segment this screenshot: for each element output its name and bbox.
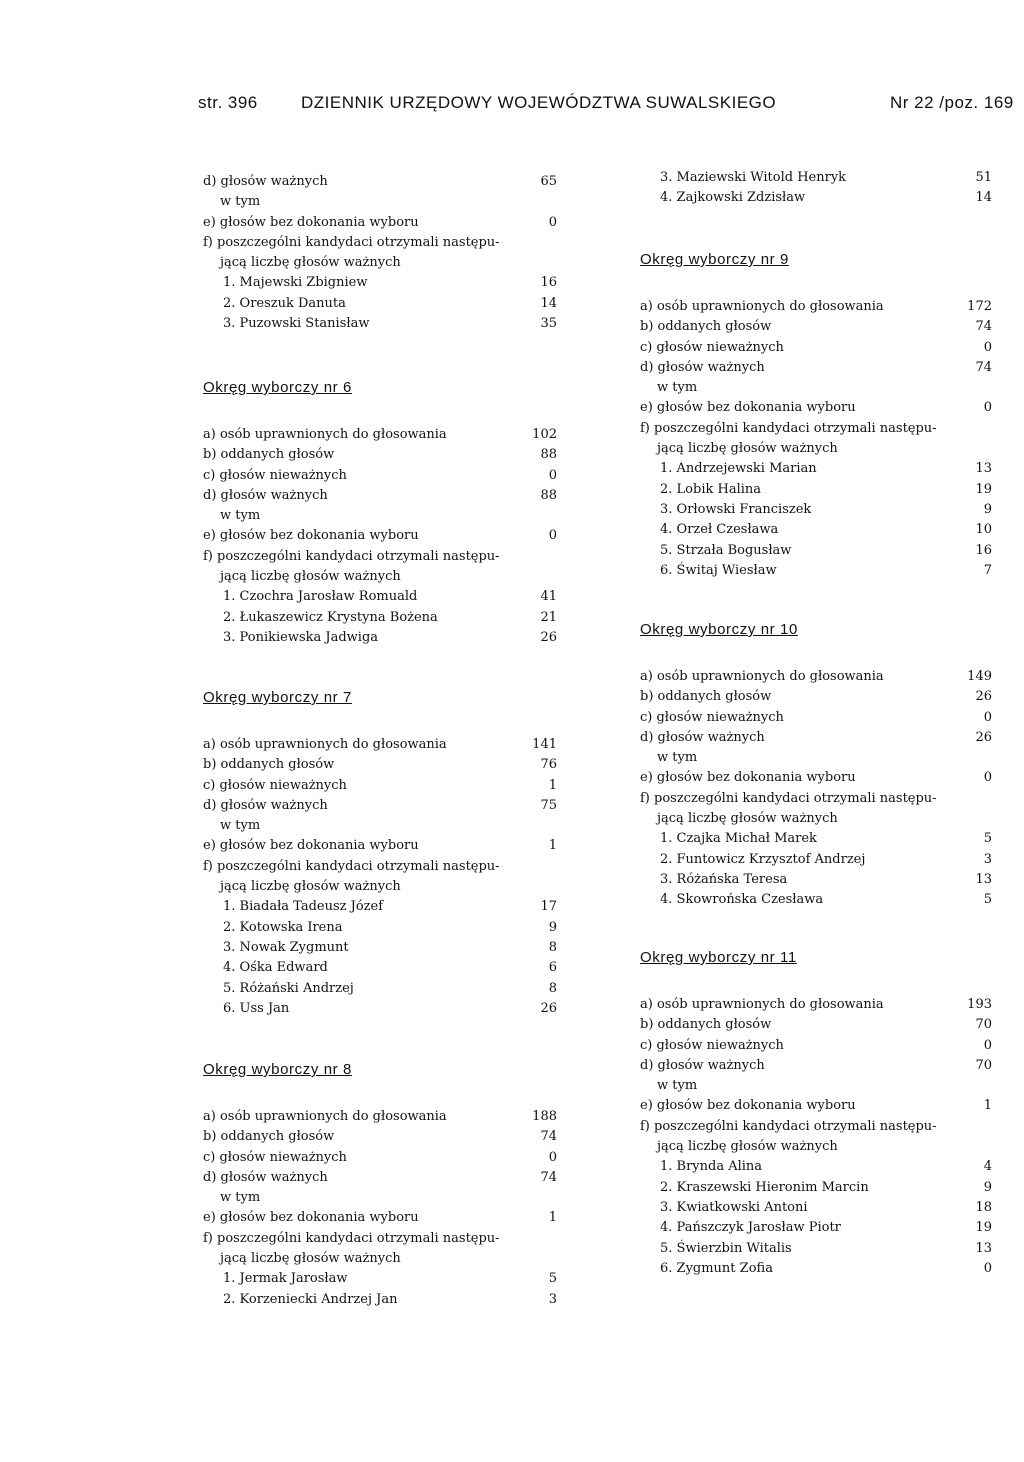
candidate-row-value: 21 xyxy=(540,609,557,625)
stat-row xyxy=(203,425,565,445)
candidate-row-label: 2. Korzeniecki Andrzej Jan xyxy=(223,1291,398,1307)
stat-row-value: 0 xyxy=(983,339,992,355)
stat-row-value: 70 xyxy=(975,1017,992,1033)
candidate-row-value: 14 xyxy=(540,295,557,311)
stat-row xyxy=(203,1229,565,1249)
candidate-row-label: 1. Czochra Jarosław Romuald xyxy=(223,589,418,605)
stat-row-value: 0 xyxy=(548,528,557,544)
stat-row-label: e) głosów bez dokonania wyboru xyxy=(203,1210,419,1226)
stat-row-label: jącą liczbę głosów ważnych xyxy=(657,441,838,457)
stat-row-value: 74 xyxy=(540,1129,557,1145)
candidate-row xyxy=(640,870,992,890)
candidate-row-value: 16 xyxy=(540,275,557,291)
stat-row-label: f) poszczególni kandydaci otrzymali następu- xyxy=(203,1230,500,1246)
stat-row-value: 1 xyxy=(548,838,557,854)
stat-row-label: c) głosów nieważnych xyxy=(203,467,347,483)
stat-row-value: 26 xyxy=(975,729,992,745)
section-title: Okręg wyborczy nr 10 xyxy=(640,621,798,638)
stat-row-label: jącą liczbę głosów ważnych xyxy=(657,811,838,827)
stat-row-label: e) głosów bez dokonania wyboru xyxy=(640,400,856,416)
stat-row xyxy=(203,466,565,486)
stat-row-label: f) poszczególni kandydaci otrzymali następu- xyxy=(203,548,500,564)
candidate-row xyxy=(640,480,992,500)
stat-row xyxy=(640,317,992,337)
stat-row-label: b) oddanych głosów xyxy=(640,689,772,705)
candidate-row-value: 26 xyxy=(540,1000,557,1016)
stat-row-value: 75 xyxy=(540,797,557,813)
stat-row xyxy=(203,567,565,587)
stat-row-value: 70 xyxy=(975,1057,992,1073)
candidate-row-value: 17 xyxy=(540,899,557,915)
stat-row xyxy=(203,1208,565,1228)
candidate-row xyxy=(640,1178,992,1198)
stat-row xyxy=(640,708,992,728)
stat-row-value: 188 xyxy=(532,1109,557,1124)
stat-row xyxy=(640,687,992,707)
stat-row-label: c) głosów nieważnych xyxy=(203,1149,347,1165)
stat-row xyxy=(640,419,992,439)
candidate-row xyxy=(203,628,565,648)
candidate-row xyxy=(640,1259,992,1279)
candidate-row-value: 19 xyxy=(975,481,992,497)
candidate-row-value: 13 xyxy=(975,1240,992,1256)
page-header xyxy=(198,93,1014,117)
candidate-row xyxy=(640,890,992,910)
candidate-row-label: 5. Strzała Bogusław xyxy=(660,542,792,558)
section-title: Okręg wyborczy nr 7 xyxy=(203,689,352,706)
stat-row xyxy=(203,547,565,567)
stat-row-label: d) głosów ważnych xyxy=(203,1169,328,1185)
candidate-row xyxy=(640,1198,992,1218)
candidate-row-value: 3 xyxy=(548,1291,557,1307)
candidate-row-label: 3. Maziewski Witold Henryk xyxy=(660,170,847,185)
stat-row-label: a) osób uprawnionych do głosowania xyxy=(640,299,884,314)
candidate-row-value: 0 xyxy=(983,1260,992,1276)
candidate-row xyxy=(640,561,992,581)
stat-row-value: 74 xyxy=(975,359,992,375)
stat-row xyxy=(203,192,565,212)
stat-row xyxy=(640,439,992,459)
stat-row xyxy=(203,486,565,506)
stat-row xyxy=(640,1096,992,1116)
stat-row xyxy=(640,1137,992,1157)
candidate-row-value: 19 xyxy=(975,1220,992,1236)
candidate-row-label: 3. Nowak Zygmunt xyxy=(223,939,349,955)
stat-row xyxy=(203,735,565,755)
stat-row-value: 1 xyxy=(983,1098,992,1114)
candidate-row xyxy=(203,918,565,938)
candidate-row-value: 13 xyxy=(975,461,992,477)
candidate-row-value: 7 xyxy=(983,562,992,578)
candidate-row-value: 8 xyxy=(548,939,557,955)
stat-row-label: d) głosów ważnych xyxy=(203,174,328,189)
candidate-row-label: 6. Uss Jan xyxy=(223,1000,290,1016)
candidate-row xyxy=(640,1218,992,1238)
stat-row-label: w tym xyxy=(220,508,261,524)
stat-row-label: jącą liczbę głosów ważnych xyxy=(220,255,401,271)
section-title: Okręg wyborczy nr 6 xyxy=(203,379,352,396)
stat-row-label: d) głosów ważnych xyxy=(640,729,765,745)
stat-row-value: 65 xyxy=(540,174,557,189)
stat-row xyxy=(203,857,565,877)
issue-number: Nr 22 /poz. 169 xyxy=(890,93,1014,112)
stat-row-label: c) głosów nieważnych xyxy=(640,339,784,355)
stat-row-label: a) osób uprawnionych do głosowania xyxy=(203,1109,447,1124)
stat-row xyxy=(203,796,565,816)
candidate-row xyxy=(203,979,565,999)
stat-row-label: c) głosów nieważnych xyxy=(640,709,784,725)
stat-row-value: 0 xyxy=(983,709,992,725)
candidate-row-value: 5 xyxy=(548,1271,557,1287)
candidate-row-label: 3. Ponikiewska Jadwiga xyxy=(223,629,379,645)
stat-row xyxy=(640,378,992,398)
candidate-row xyxy=(203,938,565,958)
stat-row xyxy=(640,358,992,378)
stat-row-value: 0 xyxy=(983,1037,992,1053)
candidate-row-label: 3. Orłowski Franciszek xyxy=(660,501,812,517)
stat-row xyxy=(203,506,565,526)
stat-row-value: 88 xyxy=(540,487,557,503)
candidate-row-label: 2. Oreszuk Danuta xyxy=(223,295,346,311)
stat-row-value: 76 xyxy=(540,757,557,773)
candidate-row xyxy=(640,188,992,208)
stat-row xyxy=(203,755,565,775)
stat-row xyxy=(203,172,565,192)
stat-row-label: a) osób uprawnionych do głosowania xyxy=(203,737,447,752)
candidate-row-label: 2. Lobik Halina xyxy=(660,481,762,497)
stat-row-label: b) oddanych głosów xyxy=(203,1129,335,1145)
stat-row-label: a) osób uprawnionych do głosowania xyxy=(640,669,884,684)
stat-row-label: w tym xyxy=(657,380,698,396)
candidate-row-label: 1. Biadała Tadeusz Józef xyxy=(223,899,384,915)
candidate-row-value: 18 xyxy=(975,1199,992,1215)
candidate-row-label: 4. Zajkowski Zdzisław xyxy=(660,190,806,206)
stat-row xyxy=(640,398,992,418)
candidate-row-label: 1. Jermak Jarosław xyxy=(223,1271,348,1287)
stat-row xyxy=(640,768,992,788)
stat-row-label: w tym xyxy=(220,194,261,210)
stat-row-value: 0 xyxy=(548,467,557,483)
stat-row xyxy=(640,748,992,768)
stat-row-label: d) głosów ważnych xyxy=(640,1057,765,1073)
stat-row-label: e) głosów bez dokonania wyboru xyxy=(203,838,419,854)
stat-row-value: 141 xyxy=(532,737,557,752)
stat-row-value: 172 xyxy=(967,299,992,314)
candidate-row xyxy=(203,294,565,314)
stat-row xyxy=(640,1036,992,1056)
stat-row xyxy=(203,776,565,796)
candidate-row xyxy=(203,1290,565,1310)
candidate-row-value: 4 xyxy=(983,1159,992,1175)
stat-row-label: b) oddanych głosów xyxy=(640,1017,772,1033)
candidate-row-label: 6. Świtaj Wiesław xyxy=(660,562,777,578)
stat-row-label: f) poszczególni kandydaci otrzymali następu- xyxy=(640,1118,937,1134)
stat-row-label: w tym xyxy=(657,1078,698,1094)
stat-row-label: jącą liczbę głosów ważnych xyxy=(657,1139,838,1155)
stat-row xyxy=(203,1107,565,1127)
candidate-row-label: 3. Kwiatkowski Antoni xyxy=(660,1199,808,1215)
candidate-row xyxy=(640,1157,992,1177)
candidate-row xyxy=(203,273,565,293)
stat-row xyxy=(640,789,992,809)
stat-row-value: 1 xyxy=(548,1210,557,1226)
candidate-row xyxy=(203,958,565,978)
stat-row-label: w tym xyxy=(657,750,698,766)
candidate-row-value: 16 xyxy=(975,542,992,558)
stat-row-label: b) oddanych głosów xyxy=(640,319,772,335)
stat-row-label: c) głosów nieważnych xyxy=(203,777,347,793)
stat-row xyxy=(203,1168,565,1188)
candidate-row xyxy=(640,520,992,540)
candidate-row-label: 1. Andrzejewski Marian xyxy=(660,461,817,477)
candidate-row xyxy=(203,1269,565,1289)
stat-row xyxy=(640,995,992,1015)
candidate-row-value: 5 xyxy=(983,892,992,908)
stat-row xyxy=(203,816,565,836)
stat-row xyxy=(203,1148,565,1168)
stat-row-label: d) głosów ważnych xyxy=(640,359,765,375)
stat-row xyxy=(640,1056,992,1076)
candidate-row-value: 51 xyxy=(975,170,992,185)
stat-row-label: a) osób uprawnionych do głosowania xyxy=(203,427,447,442)
stat-row-value: 102 xyxy=(532,427,557,442)
stat-row-label: b) oddanych głosów xyxy=(203,757,335,773)
stat-row-label: jącą liczbę głosów ważnych xyxy=(220,569,401,585)
stat-row xyxy=(203,253,565,273)
stat-row-value: 193 xyxy=(967,997,992,1012)
stat-row-value: 0 xyxy=(983,400,992,416)
candidate-row-label: 3. Różańska Teresa xyxy=(660,871,788,887)
candidate-row-value: 5 xyxy=(983,831,992,847)
candidate-row-value: 35 xyxy=(540,316,557,332)
stat-row-label: jącą liczbę głosów ważnych xyxy=(220,879,401,895)
section-title: Okręg wyborczy nr 8 xyxy=(203,1061,352,1078)
stat-row xyxy=(203,1188,565,1208)
candidate-row-label: 2. Łukaszewicz Krystyna Bożena xyxy=(223,609,438,625)
candidate-row-value: 41 xyxy=(540,589,557,605)
candidate-row-label: 4. Pańszczyk Jarosław Piotr xyxy=(660,1220,841,1236)
section-title: Okręg wyborczy nr 9 xyxy=(640,251,789,268)
stat-row-label: e) głosów bez dokonania wyboru xyxy=(203,528,419,544)
candidate-row-label: 5. Świerzbin Witalis xyxy=(660,1240,792,1256)
candidate-row-label: 4. Skowrońska Czesława xyxy=(660,892,824,908)
journal-title: DZIENNIK URZĘDOWY WOJEWÓDZTWA SUWALSKIEGO xyxy=(301,93,777,112)
stat-row xyxy=(640,809,992,829)
stat-row-label: c) głosów nieważnych xyxy=(640,1037,784,1053)
candidate-row-value: 26 xyxy=(540,629,557,645)
page-number: str. 396 xyxy=(198,93,258,112)
stat-row xyxy=(640,1076,992,1096)
candidate-row-label: 3. Puzowski Stanisław xyxy=(223,316,370,332)
candidate-row xyxy=(640,850,992,870)
candidate-row-value: 3 xyxy=(983,851,992,867)
stat-row xyxy=(203,1127,565,1147)
stat-row xyxy=(640,667,992,687)
candidate-row-label: 1. Brynda Alina xyxy=(660,1159,763,1175)
stat-row-label: w tym xyxy=(220,818,261,834)
stat-row-label: a) osób uprawnionych do głosowania xyxy=(640,997,884,1012)
stat-row-label: f) poszczególni kandydaci otrzymali następu- xyxy=(203,234,500,250)
stat-row xyxy=(640,1117,992,1137)
stat-row-label: d) głosów ważnych xyxy=(203,797,328,813)
stat-row xyxy=(203,233,565,253)
stat-row xyxy=(203,877,565,897)
stat-row xyxy=(640,728,992,748)
candidate-row-value: 6 xyxy=(548,960,557,976)
candidate-row-value: 9 xyxy=(983,501,992,517)
section-title: Okręg wyborczy nr 11 xyxy=(640,949,797,966)
stat-row-label: jącą liczbę głosów ważnych xyxy=(220,1251,401,1267)
stat-row xyxy=(203,526,565,546)
candidate-row-label: 5. Różański Andrzej xyxy=(223,980,354,996)
candidate-row-label: 4. Orzeł Czesława xyxy=(660,522,779,538)
stat-row-label: d) głosów ważnych xyxy=(203,487,328,503)
stat-row xyxy=(203,1249,565,1269)
stat-row-label: w tym xyxy=(220,1190,261,1206)
stat-row-value: 26 xyxy=(975,689,992,705)
stat-row-label: b) oddanych głosów xyxy=(203,447,335,463)
candidate-row-label: 2. Kraszewski Hieronim Marcin xyxy=(660,1179,869,1195)
candidate-row-value: 14 xyxy=(975,190,992,206)
candidate-row-value: 13 xyxy=(975,871,992,887)
candidate-row xyxy=(640,829,992,849)
candidate-row xyxy=(203,999,565,1019)
stat-row-value: 88 xyxy=(540,447,557,463)
stat-row-label: f) poszczególni kandydaci otrzymali następu- xyxy=(640,420,937,436)
candidate-row-label: 1. Majewski Zbigniew xyxy=(223,275,368,291)
stat-row-value: 1 xyxy=(548,777,557,793)
candidate-row xyxy=(203,897,565,917)
candidate-row xyxy=(203,314,565,334)
candidate-row xyxy=(203,587,565,607)
stat-row xyxy=(640,338,992,358)
stat-row-value: 149 xyxy=(967,669,992,684)
candidate-row xyxy=(640,1239,992,1259)
candidate-row-label: 4. Ośka Edward xyxy=(223,960,328,976)
candidate-row-label: 2. Kotowska Irena xyxy=(223,919,343,935)
candidate-row xyxy=(640,459,992,479)
candidate-row xyxy=(203,608,565,628)
stat-row-label: f) poszczególni kandydaci otrzymali następu- xyxy=(640,790,937,806)
candidate-row-value: 9 xyxy=(548,919,557,935)
stat-row xyxy=(640,297,992,317)
stat-row xyxy=(203,213,565,233)
candidate-row xyxy=(640,500,992,520)
candidate-row-label: 1. Czajka Michał Marek xyxy=(660,831,817,847)
stat-row-label: f) poszczególni kandydaci otrzymali następu- xyxy=(203,858,500,874)
candidate-row xyxy=(640,541,992,561)
stat-row-label: e) głosów bez dokonania wyboru xyxy=(640,1098,856,1114)
stat-row-label: e) głosów bez dokonania wyboru xyxy=(640,770,856,786)
stat-row-value: 0 xyxy=(983,770,992,786)
stat-row-label: e) głosów bez dokonania wyboru xyxy=(203,214,419,230)
candidate-row-value: 9 xyxy=(983,1179,992,1195)
stat-row xyxy=(640,1015,992,1035)
stat-row-value: 0 xyxy=(548,214,557,230)
stat-row xyxy=(203,445,565,465)
candidate-row-value: 8 xyxy=(548,980,557,996)
candidate-row-label: 6. Zygmunt Zofia xyxy=(660,1260,773,1276)
stat-row-value: 0 xyxy=(548,1149,557,1165)
stat-row xyxy=(203,836,565,856)
stat-row-value: 74 xyxy=(540,1169,557,1185)
candidate-row xyxy=(640,168,992,188)
stat-row-value: 74 xyxy=(975,319,992,335)
candidate-row-value: 10 xyxy=(975,522,992,538)
candidate-row-label: 2. Funtowicz Krzysztof Andrzej xyxy=(660,851,866,867)
